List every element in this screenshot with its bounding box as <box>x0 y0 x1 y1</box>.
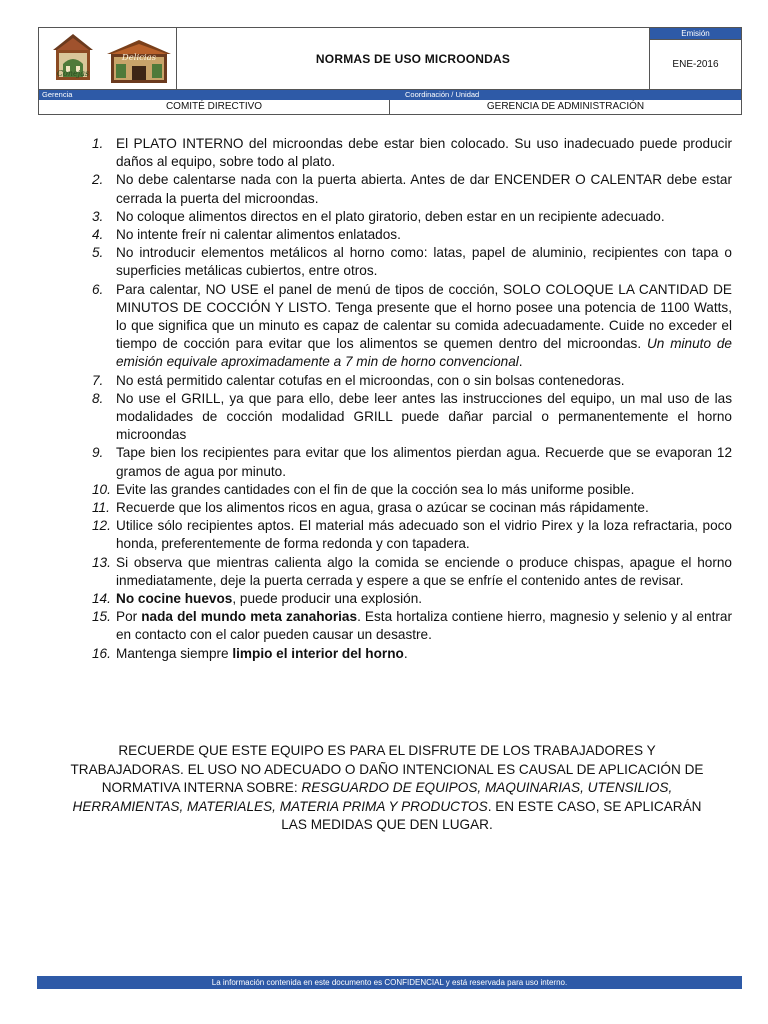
rule-item <box>92 608 732 644</box>
gerencia-value: COMITÉ DIRECTIVO <box>39 100 390 114</box>
rule-text: No cocine huevos <box>116 591 233 607</box>
rule-item <box>92 481 732 499</box>
coordinacion-value: GERENCIA DE ADMINISTRACIÓN <box>486 101 645 112</box>
rule-item <box>92 517 732 553</box>
rule-number: 8. <box>92 390 104 406</box>
rule-item <box>92 645 732 663</box>
rule-text: Para calentar, NO USE el panel de menú de tipos de cocción, SOLO COLOQUE LA CANTIDAD DE MINUTOS DE COCCIÓN Y LISTO. Tenga presente que el horno posee una potencia de 1100 Watts, lo que significa que un minuto es capaz de calentar su comida adecuadamente. Cuide no exceder el tiempo de cocción para evitar que los alimentos se quemen dentro del microondas. <box>116 281 732 352</box>
rule-text: No use el GRILL, ya que para ello, debe leer antes las instrucciones del equipo, un mal uso de las modalidades de cocción modalidad GRILL puede dañar parcial o permanentemente el horno microondas <box>116 390 732 443</box>
document-title: NORMAS DE USO MICROONDAS <box>315 51 511 66</box>
rule-text: Tape bien los recipientes para evitar que los alimentos pierdan agua. Recuerde que se evaporan 12 gramos de agua por minuto. <box>116 445 732 479</box>
rule-text: No introducir elementos metálicos al horno como: latas, papel de aluminio, recipientes con tapa o superficies metálicas cubiertos, entre otros. <box>116 245 732 279</box>
rule-number: 2. <box>92 172 104 188</box>
notice-text: RECUERDE QUE ESTE EQUIPO ES PARA EL DISFRUTE DE LOS TRABAJADORES Y TRABAJADORAS. EL USO NO ADECUADO O DAÑO INTENCIONAL ES CAUSAL DE APLICACIÓN DE NORMATIVA INTERNA SOBRE: <box>70 743 704 795</box>
rule-text: . <box>403 645 408 661</box>
rule-number: 6. <box>92 281 104 297</box>
rule-item <box>92 226 732 244</box>
notice-paragraph <box>62 742 712 835</box>
rule-item <box>92 244 732 280</box>
rule-number: 9. <box>92 445 104 461</box>
rule-number: 15. <box>92 609 111 625</box>
rule-text: No coloque alimentos directos en el plato giratorio, deben estar en un recipiente adecuado. <box>116 208 665 224</box>
rule-text: , puede producir una explosión. <box>232 591 423 607</box>
rule-text: Un minuto de emisión equivale aproximadamente a 7 min de horno convencional <box>116 336 732 370</box>
svg-text:Conejas: Conejas <box>56 69 90 78</box>
rule-text: No está permitido calentar cotufas en el microondas, con o sin bolsas contenedoras. <box>116 372 625 388</box>
rule-number: 5. <box>92 245 104 261</box>
emision-cell <box>650 28 741 89</box>
coordinacion-label: Coordinación / Unidad <box>390 90 741 100</box>
company-logos <box>39 28 177 89</box>
rule-number: 4. <box>92 227 104 243</box>
rule-text: No intente freír ni calentar alimentos enlatados. <box>116 227 401 243</box>
rule-item <box>92 554 732 590</box>
rule-text: Por <box>116 609 142 625</box>
rule-text: Recuerde que los alimentos ricos en agua, grasa o azúcar se cocinan más rápidamente. <box>116 500 649 516</box>
rule-text: Si observa que mientras calienta algo la comida se enciende o produce chispas, apague el horno inmediatamente, deje la puerta cerrada y espere a que se enfríe el contenido antes de revisar. <box>116 554 732 588</box>
rule-number: 1. <box>92 136 104 151</box>
rule-text: Mantenga siempre <box>116 645 233 661</box>
gerencia-label: Gerencia <box>39 90 390 100</box>
document-header <box>38 27 742 115</box>
rule-item <box>92 444 732 480</box>
svg-text:Delicias: Delicias <box>121 53 157 63</box>
title-cell <box>177 28 650 89</box>
rule-text: Utilice sólo recipientes aptos. El material más adecuado son el vidrio Pirex y la loza refractaria, poco honda, preferentemente de forma redonda y con tapadera. <box>116 518 732 552</box>
rule-item <box>92 171 732 207</box>
rule-text: El PLATO INTERNO del microondas debe estar bien colocado. Su uso inadecuado puede producir daños al equipo, sobre todo al plato. <box>116 136 732 170</box>
rule-number: 13. <box>92 554 111 570</box>
header-label-row <box>39 89 741 100</box>
rule-item <box>92 208 732 226</box>
rule-number: 10. <box>92 481 111 497</box>
rule-text: . Esta hortaliza contiene hierro, magnesio y selenio y al entrar en contacto con el calor pueden causar un desastre. <box>116 609 732 643</box>
rule-item <box>92 590 732 608</box>
rule-number: 11. <box>92 500 110 516</box>
rule-text: No debe calentarse nada con la puerta abierta. Antes de dar ENCENDER O CALENTAR debe estar cerrada la puerta del microondas. <box>116 172 732 206</box>
rule-number: 7. <box>92 372 104 388</box>
rules-list <box>92 135 732 663</box>
conejas-logo <box>53 34 93 80</box>
rule-text: limpio el interior del horno <box>232 645 404 661</box>
rule-number: 16. <box>92 645 111 661</box>
rule-number: 12. <box>92 518 111 534</box>
rule-item <box>92 135 732 171</box>
rule-text: Evite las grandes cantidades con el fin de que la cocción sea lo más uniforme posible. <box>116 481 635 497</box>
header-value-row <box>39 100 741 114</box>
rule-number: 14. <box>92 591 111 607</box>
rule-item <box>92 499 732 517</box>
confidential-footer: La información contenida en este documento es CONFIDENCIAL y está reservada para uso interno. <box>37 976 742 989</box>
notice-italic-text: RESGUARDO DE EQUIPOS, MAQUINARIAS, UTENSILIOS, HERRAMIENTAS, MATERIALES, MATERIA PRIMA Y PRODUCTOS <box>72 780 673 814</box>
rule-text: nada del mundo meta zanahorias <box>141 609 358 625</box>
rule-text: . <box>518 354 523 370</box>
emision-value: ENE-2016 <box>650 39 741 89</box>
rule-item <box>92 372 732 390</box>
rule-number: 3. <box>92 208 104 224</box>
rule-item <box>92 390 732 445</box>
logo-cell <box>39 28 177 89</box>
emision-label: Emisión <box>650 28 741 39</box>
rule-item <box>92 281 732 372</box>
delicias-logo <box>107 40 171 83</box>
notice-text-end: . EN ESTE CASO, SE APLICARÁN LAS MEDIDAS QUE DEN LUGAR. <box>281 798 702 832</box>
